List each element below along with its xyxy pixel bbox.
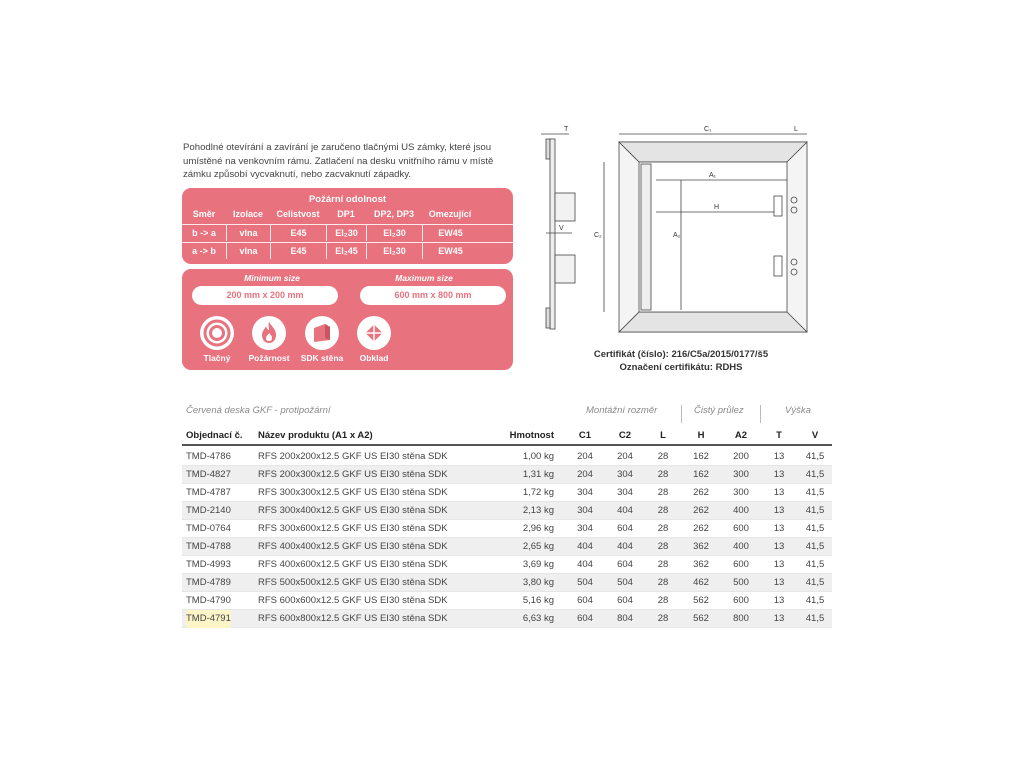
cell-h: 462 — [693, 577, 709, 588]
cell-l: 28 — [657, 595, 669, 606]
cell-h: 262 — [693, 523, 709, 534]
cell-v: 41,5 — [805, 523, 825, 534]
cell-a2: 200 — [733, 451, 749, 462]
cell-c2: 304 — [617, 469, 633, 480]
col-l: L — [660, 430, 666, 441]
cell-name: RFS 300x300x12.5 GKF US EI30 stěna SDK — [258, 487, 448, 498]
table-row — [182, 592, 832, 610]
cell-c1: 304 — [577, 487, 593, 498]
max-size-value: 600 mm x 800 mm — [360, 286, 506, 305]
cell-h: 562 — [693, 595, 709, 606]
min-size-value: 200 mm x 200 mm — [192, 286, 338, 305]
push-lock-icon — [200, 316, 234, 350]
col-a2: A2 — [734, 430, 748, 441]
certificate-info — [560, 348, 802, 374]
cell-code: TMD-4790 — [186, 595, 231, 606]
cell-a2: 300 — [733, 469, 749, 480]
header-dp1: DP1 — [337, 209, 355, 219]
cell-c1: 604 — [577, 613, 593, 624]
group-separator — [760, 405, 761, 423]
cell-a2: 400 — [733, 541, 749, 552]
cell-direction: b -> a — [192, 228, 216, 238]
intro-line: zámku způsobí vycvaknutí, nebo zacvaknutí západky. — [183, 169, 412, 180]
feature-label: Tlačný — [203, 353, 231, 363]
cell-l: 28 — [657, 613, 669, 624]
min-size-label: Minimum size — [244, 273, 300, 283]
feature-drywall — [296, 316, 348, 363]
col-weight: Hmotnost — [509, 430, 554, 441]
group-mount: Montážní rozměr — [586, 405, 658, 416]
intro-line: Pohodlné otevírání a zavírání je zaručeno tlačnými US zámky, které jsou — [183, 142, 492, 153]
cell-h: 362 — [693, 541, 709, 552]
table-row — [182, 538, 832, 556]
cell-code: TMD-4827 — [186, 469, 231, 480]
cell-weight: 1,72 kg — [522, 487, 554, 498]
feature-fire — [243, 316, 295, 363]
cell-c2: 604 — [617, 559, 633, 570]
cell-c2: 404 — [617, 505, 633, 516]
cell-a2: 600 — [733, 559, 749, 570]
cell-c1: 604 — [577, 595, 593, 606]
cell-h: 562 — [693, 613, 709, 624]
fire-icon — [252, 316, 286, 350]
header-integrity: Celistvost — [276, 209, 320, 219]
drywall-icon — [305, 316, 339, 350]
cell-name: RFS 500x500x12.5 GKF US EI30 stěna SDK — [258, 577, 448, 588]
cell-c2: 504 — [617, 577, 633, 588]
col-v: V — [811, 430, 819, 441]
cell-t: 13 — [773, 613, 785, 624]
cell-l: 28 — [657, 451, 669, 462]
col-c1: C1 — [578, 430, 592, 441]
group-clear: Čistý průlez — [694, 405, 744, 416]
table-row — [182, 502, 832, 520]
dim-label: V — [559, 225, 564, 232]
feature-label: Požárnost — [248, 353, 290, 363]
cell-a2: 300 — [733, 487, 749, 498]
header-limiting: Omezující — [428, 209, 472, 219]
cell-a2: 600 — [733, 523, 749, 534]
feature-label: SDK stěna — [300, 353, 344, 363]
cell-insulation: vlna — [226, 225, 270, 241]
dim-label: T — [564, 126, 569, 133]
dim-label: C₂ — [594, 232, 602, 239]
group-height: Výška — [785, 405, 811, 416]
cell-a2: 400 — [733, 505, 749, 516]
cell-weight: 3,80 kg — [522, 577, 554, 588]
cell-name: RFS 600x600x12.5 GKF US EI30 stěna SDK — [258, 595, 448, 606]
fire-resistance-row — [182, 224, 513, 241]
cell-t: 13 — [773, 577, 785, 588]
dim-label: C₁ — [704, 126, 712, 133]
cell-a2: 800 — [733, 613, 749, 624]
cell-code: TMD-4787 — [186, 487, 231, 498]
feature-label: Obklad — [359, 353, 389, 363]
group-main: Červená deska GKF - protipožární — [186, 405, 331, 416]
cell-code: TMD-4789 — [186, 577, 231, 588]
cell-v: 41,5 — [805, 451, 825, 462]
cell-code: TMD-4791 — [186, 610, 231, 628]
table-row — [182, 448, 832, 466]
col-c2: C2 — [618, 430, 632, 441]
cell-t: 13 — [773, 469, 785, 480]
col-code: Objednací č. — [186, 430, 243, 441]
cell-l: 28 — [657, 469, 669, 480]
header-insulation: Izolace — [232, 209, 263, 219]
intro-line: umístěné na venkovním rámu. Zatlačení na desku vnitřního rámu v místě — [183, 155, 494, 167]
cell-weight: 1,00 kg — [522, 451, 554, 462]
col-t: T — [776, 430, 782, 441]
group-separator — [681, 405, 682, 423]
cell-name: RFS 300x400x12.5 GKF US EI30 stěna SDK — [258, 505, 448, 516]
cell-name: RFS 200x200x12.5 GKF US EI30 stěna SDK — [258, 451, 448, 462]
cell-l: 28 — [657, 523, 669, 534]
cell-direction: a -> b — [192, 246, 216, 256]
header-direction: Směr — [192, 209, 216, 219]
cell-v: 41,5 — [805, 505, 825, 516]
cell-l: 28 — [657, 577, 669, 588]
cell-h: 162 — [693, 469, 709, 480]
cell-c1: 504 — [577, 577, 593, 588]
cell-c1: 404 — [577, 541, 593, 552]
cell-integrity: E45 — [270, 225, 326, 241]
table-row — [182, 610, 832, 628]
cell-l: 28 — [657, 541, 669, 552]
fire-resistance-title: Požární odolnost — [308, 194, 387, 205]
cell-limiting: EW45 — [422, 225, 478, 241]
certificate-designation: Označení certifikátu: RDHS — [619, 362, 743, 373]
cell-c2: 604 — [617, 595, 633, 606]
cell-weight: 6,63 kg — [522, 613, 554, 624]
cell-t: 13 — [773, 541, 785, 552]
cell-code: TMD-4788 — [186, 541, 231, 552]
cell-integrity: E45 — [270, 243, 326, 259]
cell-t: 13 — [773, 487, 785, 498]
cell-insulation: vlna — [226, 243, 270, 259]
cell-t: 13 — [773, 451, 785, 462]
cell-v: 41,5 — [805, 559, 825, 570]
cell-weight: 1,31 kg — [522, 469, 554, 480]
cell-c2: 204 — [617, 451, 633, 462]
table-body — [182, 448, 832, 628]
cell-name: RFS 400x400x12.5 GKF US EI30 stěna SDK — [258, 541, 448, 552]
cell-h: 262 — [693, 505, 709, 516]
cell-t: 13 — [773, 559, 785, 570]
cell-c1: 304 — [577, 523, 593, 534]
dim-label: A₂ — [673, 232, 681, 239]
cell-code: TMD-2140 — [186, 505, 231, 516]
cell-a2: 600 — [733, 595, 749, 606]
cell-name: RFS 200x300x12.5 GKF US EI30 stěna SDK — [258, 469, 448, 480]
technical-drawing — [524, 120, 824, 345]
table-header — [182, 426, 832, 446]
col-name: Název produktu (A1 x A2) — [258, 430, 373, 441]
cell-dp23: EI₂30 — [366, 243, 422, 259]
intro-text — [183, 141, 513, 182]
cell-v: 41,5 — [805, 469, 825, 480]
table-row — [182, 520, 832, 538]
cell-v: 41,5 — [805, 613, 825, 624]
cell-c1: 204 — [577, 469, 593, 480]
cell-a2: 500 — [733, 577, 749, 588]
cell-c1: 204 — [577, 451, 593, 462]
cell-name: RFS 600x800x12.5 GKF US EI30 stěna SDK — [258, 613, 448, 624]
fire-resistance-header — [182, 209, 513, 219]
cell-l: 28 — [657, 505, 669, 516]
table-row — [182, 574, 832, 592]
table-row — [182, 556, 832, 574]
max-size-label: Maximum size — [395, 273, 453, 283]
cell-h: 162 — [693, 451, 709, 462]
cell-dp1: EI₂30 — [326, 225, 366, 241]
cell-v: 41,5 — [805, 541, 825, 552]
cell-c2: 304 — [617, 487, 633, 498]
cell-v: 41,5 — [805, 595, 825, 606]
size-features-panel — [182, 269, 513, 370]
cell-c2: 804 — [617, 613, 633, 624]
cell-c2: 604 — [617, 523, 633, 534]
cell-code: TMD-4993 — [186, 559, 231, 570]
cell-l: 28 — [657, 487, 669, 498]
fire-resistance-row — [182, 242, 513, 259]
cell-h: 362 — [693, 559, 709, 570]
cell-c1: 304 — [577, 505, 593, 516]
tile-icon — [357, 316, 391, 350]
feature-tile — [348, 316, 400, 363]
cell-name: RFS 400x600x12.5 GKF US EI30 stěna SDK — [258, 559, 448, 570]
table-row — [182, 484, 832, 502]
cell-l: 28 — [657, 559, 669, 570]
cell-name: RFS 300x600x12.5 GKF US EI30 stěna SDK — [258, 523, 448, 534]
header-dp23: DP2, DP3 — [373, 209, 415, 219]
cell-t: 13 — [773, 523, 785, 534]
cell-limiting: EW45 — [422, 243, 478, 259]
cell-t: 13 — [773, 595, 785, 606]
cell-dp1: EI₂45 — [326, 243, 366, 259]
dim-label: H — [714, 204, 720, 211]
cell-h: 262 — [693, 487, 709, 498]
cell-code: TMD-0764 — [186, 523, 231, 534]
cell-weight: 2,13 kg — [522, 505, 554, 516]
fire-resistance-panel — [182, 188, 513, 264]
cell-weight: 5,16 kg — [522, 595, 554, 606]
cell-weight: 3,69 kg — [522, 559, 554, 570]
cell-t: 13 — [773, 505, 785, 516]
cell-code: TMD-4786 — [186, 451, 231, 462]
cell-v: 41,5 — [805, 487, 825, 498]
col-h: H — [697, 430, 705, 441]
cell-c2: 404 — [617, 541, 633, 552]
certificate-number: Certifikát (číslo): 216/C5a/2015/0177/š5 — [593, 349, 769, 360]
feature-push — [191, 316, 243, 363]
cell-weight: 2,96 kg — [522, 523, 554, 534]
cell-weight: 2,65 kg — [522, 541, 554, 552]
table-row — [182, 466, 832, 484]
dim-label: A₁ — [709, 172, 717, 179]
cell-c1: 404 — [577, 559, 593, 570]
dim-label: L — [794, 126, 798, 133]
cell-dp23: EI₂30 — [366, 225, 422, 241]
cell-v: 41,5 — [805, 577, 825, 588]
